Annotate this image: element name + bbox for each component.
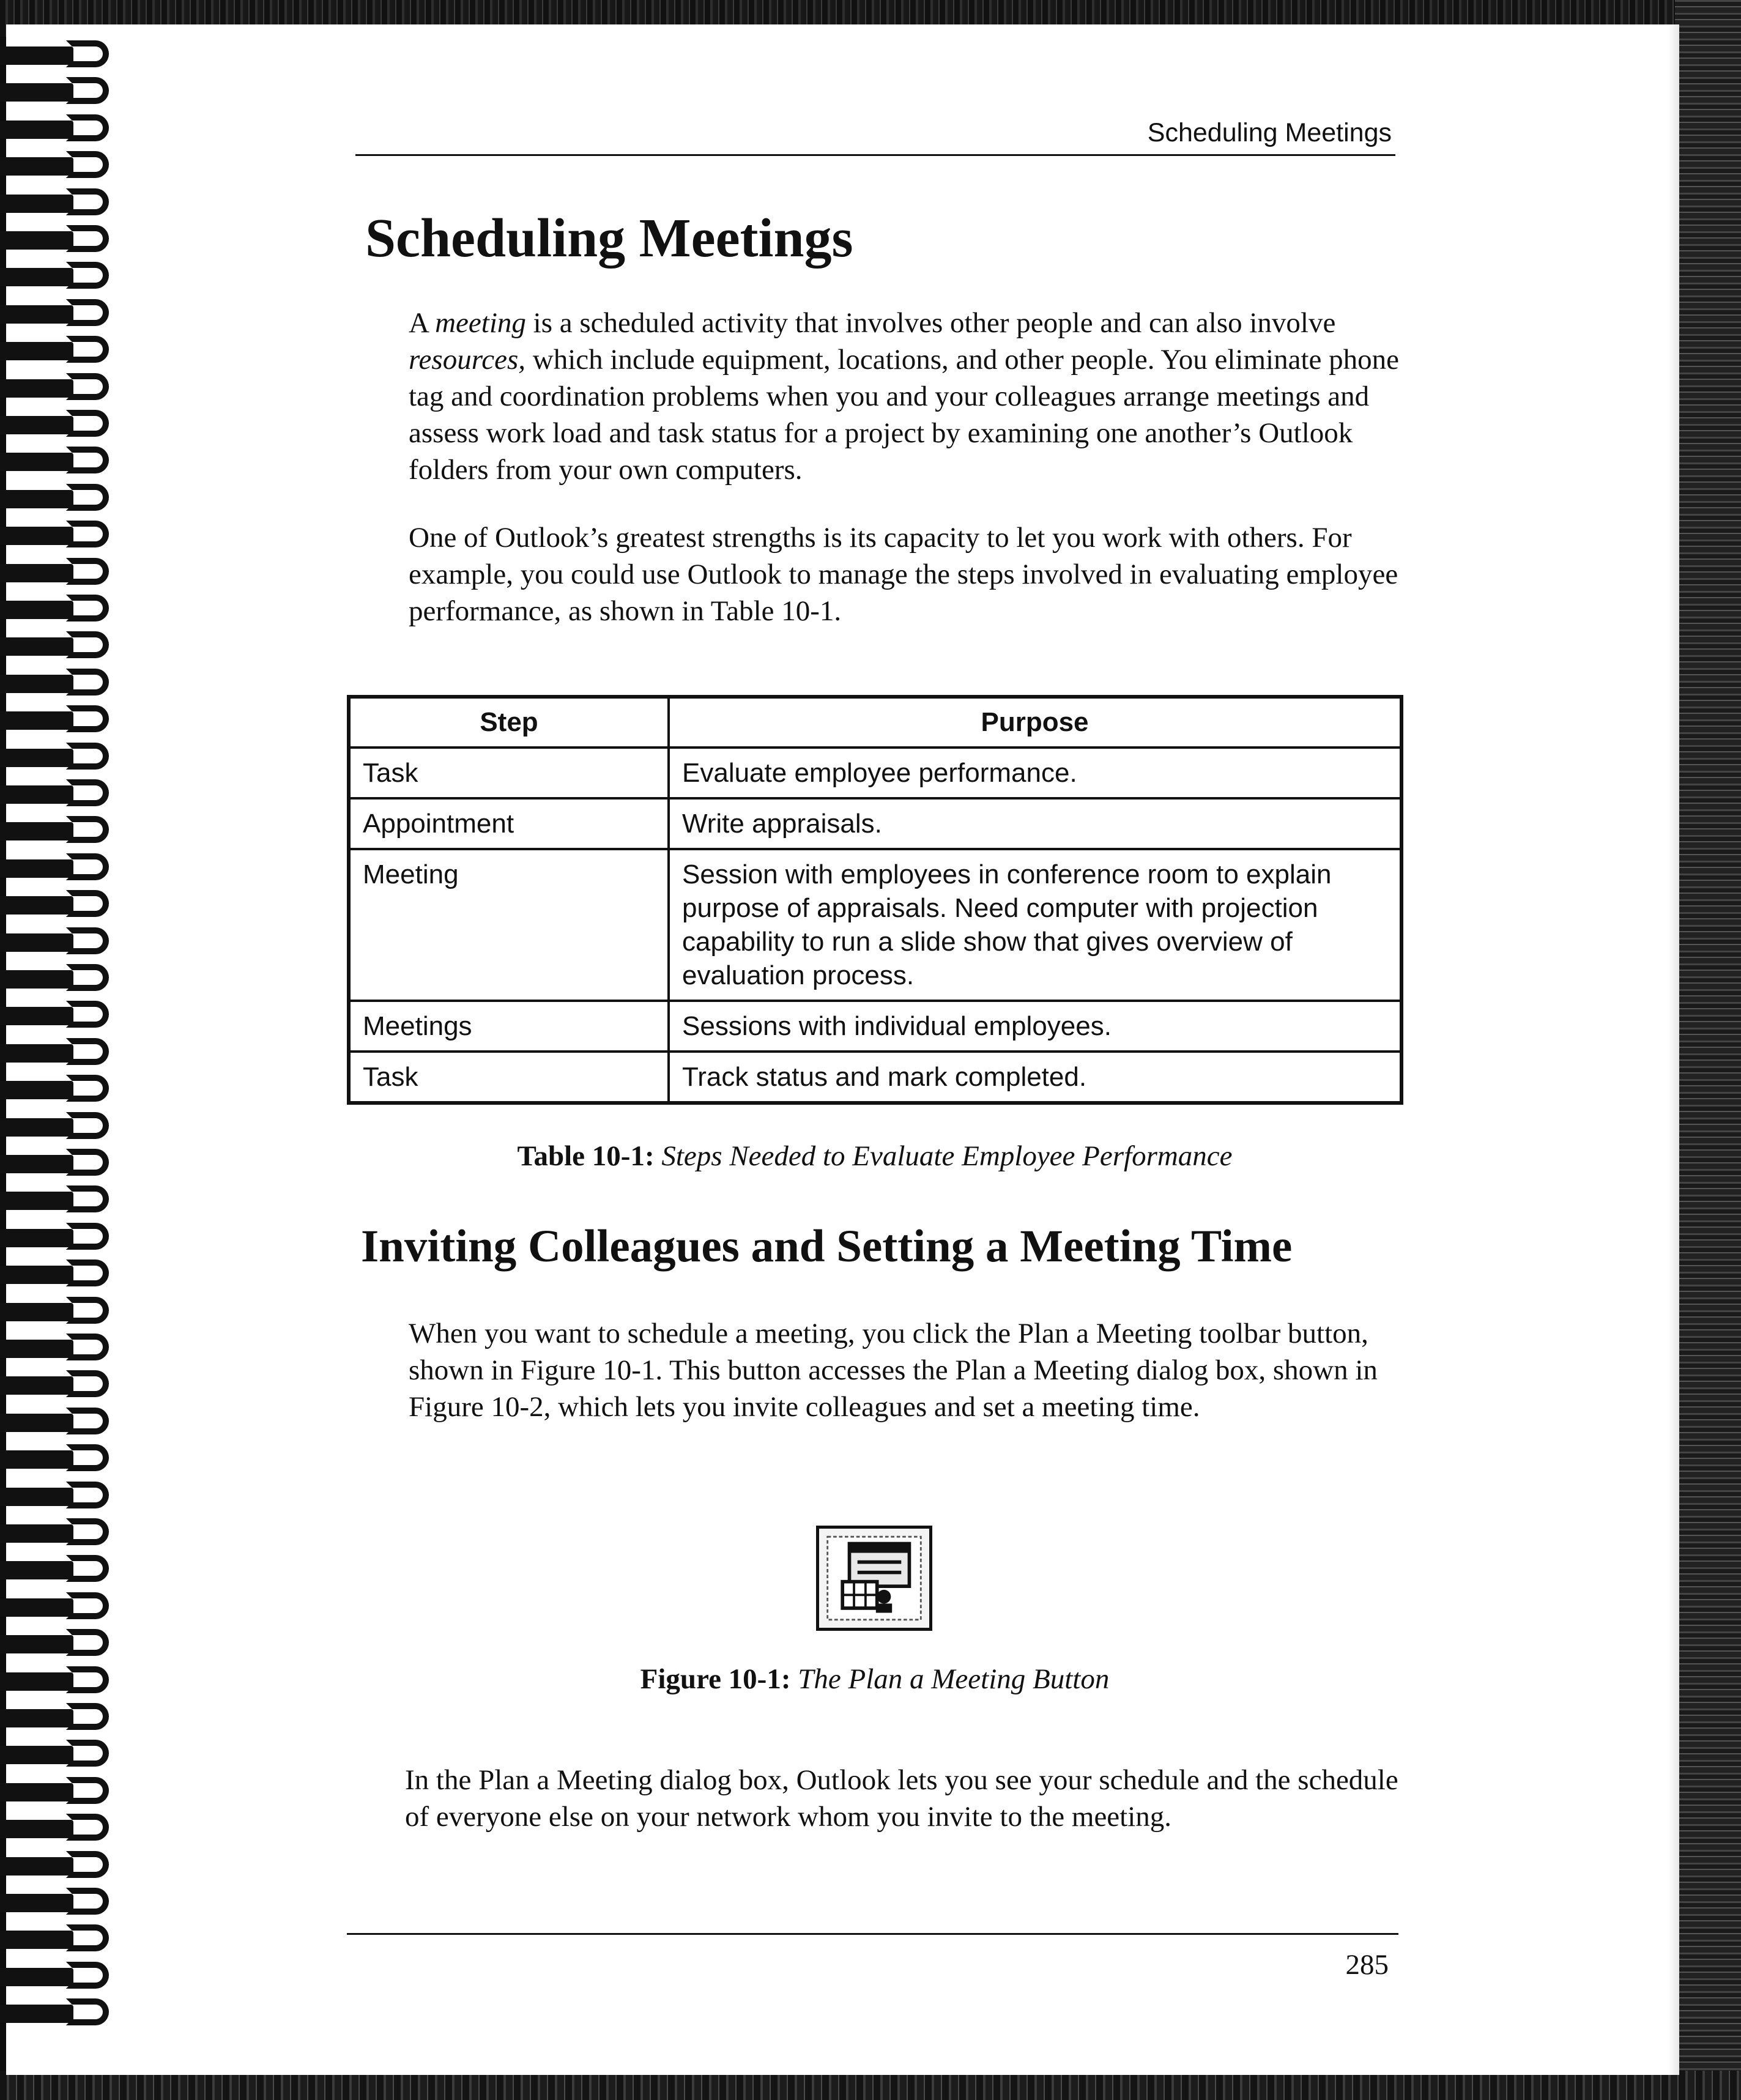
scan-border-bottom: [0, 2071, 1741, 2100]
spiral-coil: [0, 812, 116, 847]
spiral-coil: [0, 1404, 116, 1438]
spiral-coil: [0, 480, 116, 514]
table-row: [349, 1052, 1401, 1103]
spiral-coil: [0, 295, 116, 330]
table-header-row: [349, 697, 1401, 748]
purpose-cell: Sessions with individual employees.: [669, 1001, 1401, 1052]
spiral-coil: [0, 1108, 116, 1143]
spiral-coil: [0, 1921, 116, 1955]
steps-table: [347, 695, 1403, 1105]
spiral-coil: [0, 960, 116, 995]
purpose-cell: Write appraisals.: [669, 798, 1401, 849]
scan-border-right: [1675, 0, 1741, 2100]
spiral-coil: [0, 1515, 116, 1549]
spiral-coil: [0, 1293, 116, 1327]
spiral-coil: [0, 1699, 116, 1734]
intro-text-1: A: [409, 307, 436, 339]
spiral-coil: [0, 1995, 116, 2029]
spiral-coil: [0, 886, 116, 921]
spiral-coil: [0, 258, 116, 292]
purpose-cell: Evaluate employee performance.: [669, 748, 1401, 798]
spiral-coil: [0, 776, 116, 810]
spiral-coil: [0, 185, 116, 219]
spiral-coil: [0, 554, 116, 588]
table-row: [349, 748, 1401, 798]
term-resources: resources,: [409, 344, 526, 376]
spiral-coil: [0, 1736, 116, 1770]
spiral-coil: [0, 591, 116, 625]
intro-text-3: which include equipment, locations, and other people. You eliminate phone tag and coordination problems when you and your colleagues arrange meetings and assess work load and task status for a project by examining one another’s Outlook folders from your own computers.: [409, 344, 1399, 486]
spiral-coil: [0, 1663, 116, 1697]
step-cell: Task: [349, 748, 669, 798]
intro-text-2: is a scheduled activity that involves other people and can also involve: [525, 307, 1336, 339]
spiral-coil: [0, 924, 116, 958]
spiral-coil: [0, 221, 116, 256]
term-meeting: meeting: [435, 307, 526, 339]
table-caption-title: Steps Needed to Evaluate Employee Performance: [661, 1140, 1233, 1172]
page-number: 285: [1345, 1949, 1389, 1981]
spiral-coil: [0, 1958, 116, 1992]
step-cell: Meeting: [349, 849, 669, 1001]
invite-paragraph: When you want to schedule a meeting, you click the Plan a Meeting toolbar button, shown in Figure 10-1. This button accesses the Plan a Meeting dialog box, shown in Figure 10-2, which lets you invite colleagues and set a meeting time.: [409, 1318, 1378, 1423]
figure-caption-title: The Plan a Meeting Button: [798, 1663, 1110, 1695]
table-row: [349, 849, 1401, 1001]
spiral-coil: [0, 1884, 116, 1918]
intro-paragraph: [409, 305, 1406, 488]
spiral-coil: [0, 1773, 116, 1808]
spiral-coil: [0, 1847, 116, 1882]
table-row: [349, 798, 1401, 849]
table-caption: [367, 1140, 1383, 1173]
spiral-coil: [0, 1441, 116, 1475]
spiral-coil: [0, 628, 116, 662]
spiral-coil: [0, 332, 116, 366]
spiral-coil: [0, 147, 116, 182]
spiral-coil: [0, 739, 116, 773]
strengths-paragraph: One of Outlook’s greatest strengths is its capacity to let you work with others. For example, you could use Outlook to manage the steps involved in evaluating employee performance, as shown in Table 10-1.: [409, 522, 1398, 627]
spiral-coil: [0, 1810, 116, 1844]
column-header-step: Step: [349, 697, 669, 748]
spiral-coil: [0, 1034, 116, 1069]
dialog-paragraph: In the Plan a Meeting dialog box, Outlook lets you see your schedule and the schedule of everyone else on your network whom you invite to the meeting.: [405, 1764, 1398, 1833]
spiral-coil: [0, 1551, 116, 1586]
spiral-coil: [0, 1330, 116, 1364]
table-caption-label: Table 10-1:: [517, 1140, 655, 1172]
spiral-coil: [0, 369, 116, 404]
spiral-binding: [0, 37, 122, 2055]
spiral-coil: [0, 1071, 116, 1105]
spiral-coil: [0, 406, 116, 440]
plan-meeting-button: [816, 1526, 932, 1631]
spiral-coil: [0, 702, 116, 736]
spiral-coil: [0, 443, 116, 477]
spiral-coil: [0, 1256, 116, 1290]
column-header-purpose: Purpose: [669, 697, 1401, 748]
spiral-coil: [0, 850, 116, 884]
figure-caption-label: Figure 10-1:: [640, 1663, 791, 1695]
spiral-coil: [0, 1589, 116, 1623]
step-cell: Appointment: [349, 798, 669, 849]
step-cell: Task: [349, 1052, 669, 1103]
spiral-coil: [0, 517, 116, 551]
step-cell: Meetings: [349, 1001, 669, 1052]
purpose-cell: Session with employees in conference room to explain purpose of appraisals. Need computer with projection capability to run a slide show that gives overview of evaluation process.: [669, 849, 1401, 1001]
running-header: Scheduling Meetings: [1147, 118, 1392, 147]
spiral-coil: [0, 1182, 116, 1216]
spiral-coil: [0, 1478, 116, 1512]
purpose-cell: Track status and mark completed.: [669, 1052, 1401, 1103]
page-title: Scheduling Meetings: [365, 208, 853, 269]
spiral-coil: [0, 665, 116, 699]
table-row: [349, 1001, 1401, 1052]
footer-rule: [347, 1933, 1398, 1935]
spiral-coil: [0, 111, 116, 145]
spiral-coil: [0, 37, 116, 71]
spiral-coil: [0, 1219, 116, 1253]
spiral-coil: [0, 1625, 116, 1660]
plan-meeting-icon: [819, 1529, 929, 1628]
spiral-coil: [0, 73, 116, 108]
spiral-coil: [0, 1367, 116, 1401]
spiral-coil: [0, 1145, 116, 1179]
section-heading: Inviting Colleagues and Setting a Meeting Time: [361, 1221, 1293, 1272]
figure-caption: [489, 1663, 1260, 1696]
spiral-coil: [0, 997, 116, 1031]
header-rule: [355, 154, 1395, 156]
